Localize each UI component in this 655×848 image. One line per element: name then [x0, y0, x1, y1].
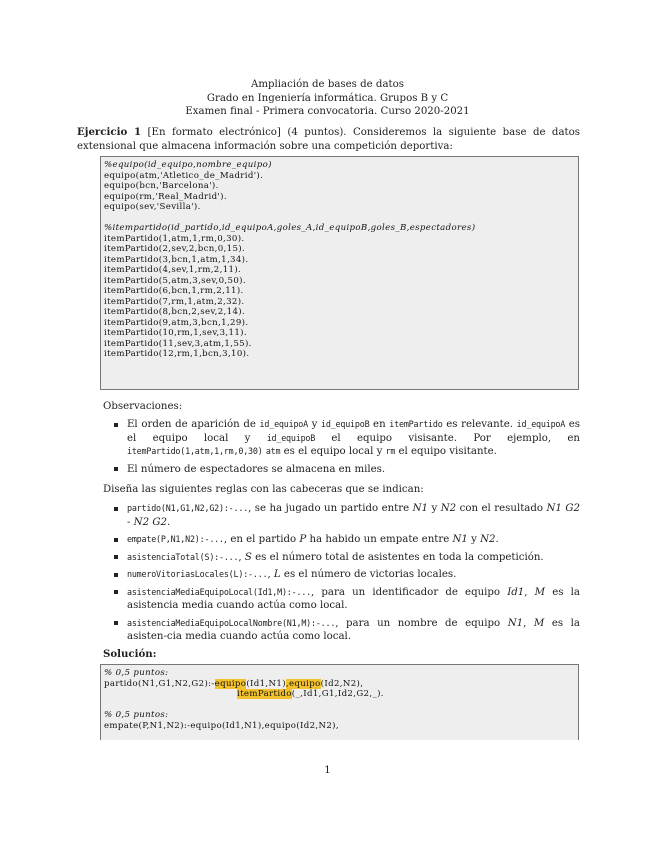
course-title: Ampliación de bases de datos — [251, 79, 404, 90]
itempartido-fact: itemPartido(7,rm,1,atm,2,32). — [104, 296, 245, 307]
list-item: numeroVitoriasLocales(L):-..., L es el número de victorias locales. — [105, 568, 580, 582]
itempartido-fact: itemPartido(1,atm,1,rm,0,30). — [104, 233, 245, 244]
code-line: empate(P,N1,N2):-equipo(Id1,N1),equipo(Id2,N2), — [104, 720, 339, 731]
page-number: 1 — [324, 765, 331, 776]
observations-list — [105, 418, 580, 480]
itempartido-fact: itemPartido(5,atm,3,sev,0,50). — [104, 275, 246, 286]
list-item: El orden de aparición de id_equipoA y id_equipoB en itemPartido es relevante. id_equipoA es el equipo local y id_equipoB el equipo visisante. Por ejemplo, en itemPartido(1,atm,1,rm,0,30) atm es el equipo local y rm el equipo visitante. — [105, 418, 580, 459]
solution-title: Solución: — [103, 648, 157, 660]
itempartido-fact: itemPartido(6,bcn,1,rm,2,11). — [104, 286, 244, 296]
database-code-block — [100, 156, 579, 390]
itempartido-fact: itemPartido(4,sev,1,rm,2,11). — [104, 265, 242, 275]
code-line: itemPartido(_,Id1,G1,Id2,G2,_). — [237, 689, 384, 699]
exercise-statement: [En formato electrónico] (4 puntos). Consideremos la siguiente base de datos extensional que almacena información sobre una competición deportiva: — [77, 127, 580, 152]
points-comment: % 0,5 puntos: — [104, 668, 169, 678]
itempartido-comment: %itempartido(id_partido,id_equipoA,goles_A,id_equipoB,goles_B,espectadores) — [104, 223, 476, 233]
itempartido-fact: itemPartido(12,rm,1,bcn,3,10). — [104, 349, 250, 359]
equipo-fact: equipo(atm,'Atletico_de_Madrid'). — [104, 170, 264, 181]
list-item: El número de espectadores se almacena en miles. — [105, 463, 580, 477]
design-title: Diseña las siguientes reglas con las cabeceras que se indican: — [103, 484, 424, 495]
points-comment: % 0,5 puntos: — [104, 710, 169, 720]
list-item: empate(P,N1,N2):-..., en el partido P ha habido un empate entre N1 y N2. — [105, 533, 580, 547]
itempartido-fact: itemPartido(2,sev,2,bcn,0,15). — [104, 244, 246, 254]
equipo-fact: equipo(sev,'Sevilla'). — [104, 202, 201, 212]
itempartido-fact: itemPartido(8,bcn,2,sev,2,14). — [104, 307, 246, 317]
exercise-intro — [77, 126, 580, 153]
equipo-fact: equipo(bcn,'Barcelona'). — [104, 181, 219, 191]
list-item: asistenciaTotal(S):-..., S es el número total de asistentes en toda la competición. — [105, 551, 580, 565]
itempartido-fact: itemPartido(9,atm,3,bcn,1,29). — [104, 317, 249, 328]
itempartido-fact: itemPartido(10,rm,1,sev,3,11). — [104, 328, 247, 338]
observations-title: Observaciones: — [103, 401, 183, 412]
exam-title: Examen final - Primera convocatoria. Curso 2020-2021 — [185, 106, 470, 117]
code-line: partido(N1,G1,N2,G2):-equipo(Id1,N1),equipo(Id2,N2), — [104, 678, 364, 689]
equipo-fact: equipo(rm,'Real_Madrid'). — [104, 191, 227, 202]
itempartido-fact: itemPartido(3,bcn,1,atm,1,34). — [104, 254, 249, 265]
highlight: itemPartido — [237, 689, 292, 699]
itempartido-fact: itemPartido(11,sev,3,atm,1,55). — [104, 338, 252, 349]
rules-list — [105, 502, 580, 648]
list-item: asistenciaMediaEquipoLocal(Id1,M):-..., para un identificador de equipo Id1, M es la asistencia media cuando actúa como local. — [105, 586, 580, 613]
list-item: asistenciaMediaEquipoLocalNombre(N1,M):-..., para un nombre de equipo N1, M es la asisten-cia media cuando actúa como local. — [105, 617, 580, 644]
equipo-comment: %equipo(id_equipo,nombre_equipo) — [104, 160, 272, 170]
highlight: equipo — [214, 678, 247, 689]
exercise-label: Ejercicio 1 — [77, 126, 142, 138]
list-item: partido(N1,G1,N2,G2):-..., se ha jugado un partido entre N1 y N2 con el resultado N1 G2 - N2 G2. — [105, 502, 580, 529]
document-header — [0, 78, 655, 119]
solution-code-block — [100, 664, 579, 740]
highlight: ,equipo — [285, 678, 321, 689]
degree-groups: Grado en Ingeniería informática. Grupos B y C — [206, 92, 449, 104]
